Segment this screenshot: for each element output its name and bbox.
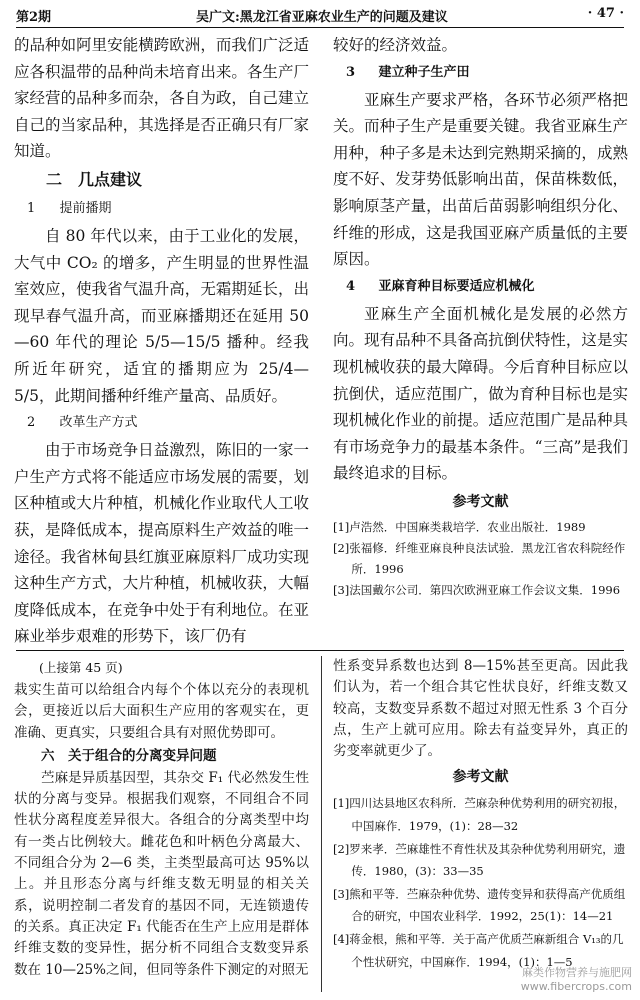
issue-number: 第2期 bbox=[16, 10, 52, 25]
running-title: 吴广文:黑龙江省亚麻农业生产的问题及建议 bbox=[196, 10, 448, 25]
bottom-left-column bbox=[14, 656, 309, 996]
reference-item: [3]熊和平等．苎麻杂种优势、遗传变异和获得高产优质组合的研究，中国农业科学．1992，25(1)：14—21 bbox=[333, 886, 626, 924]
references-heading: 参考文献 bbox=[452, 769, 509, 786]
reference-item: [2]罗来孝．苎麻雄性不育性状及其杂种优势利用研究，遗传．1980，(3)：33—35 bbox=[333, 841, 626, 879]
reference-item: [4]蒋金根，熊和平等．关于高产优质苎麻新组合 V₁₃的几个性状研究，中国麻作．1994，(1)：1—5 bbox=[333, 932, 624, 969]
subsection-title: 建立种子生产田 bbox=[378, 64, 470, 80]
continued-note: (上接第 45 页) bbox=[39, 660, 123, 675]
article-separator bbox=[16, 650, 624, 651]
subsection-heading bbox=[14, 195, 309, 223]
subsection-number: 3 bbox=[346, 64, 356, 80]
reference-item: [3]法国戴尔公司．第四次欧洲亚麻工作会议文集．1996 bbox=[333, 582, 621, 597]
paragraph: 亚麻生产全面机械化是发展的必然方向。现有品种不具备高抗倒伏特性，这是实现机械收获的最大障碍。今后育种目标应以抗倒伏，适应范围广，做为育种目标也是实现机械化作业的前提。适应范围广是品种具有市场竞争力的最基本条件。“三高”是我们最终追求的目标。 bbox=[333, 304, 628, 483]
subsection-number: 2 bbox=[27, 415, 36, 431]
top-left-column bbox=[14, 32, 309, 648]
watermark-line: 麻类作物营养与施肥网 bbox=[522, 966, 632, 979]
subsection-title: 改革生产方式 bbox=[59, 415, 138, 431]
paragraph: 性系变异系数也达到 8—15%甚至更高。因此我们认为，若一个组合其它性状良好，纤维支数又较高，支数变异系数不超过对照无性系 3 个百分点，生产上就可应用。除去有益变异外，真正的劣变率就更少了。 bbox=[333, 658, 628, 760]
paragraph: 由于市场竞争日益激烈，陈旧的一家一户生产方式将不能适应市场发展的需要，划区种植或大片种植，机械化作业取代人工收获，是降低成本，提高原料生产效益的唯一途径。我省林甸县红旗亚麻原料厂成功实现这种生产方式，大片种植，机械收获，大幅度降低成本，在竞争中处于有利地位。在亚麻业举步艰难的形势下，该厂仍有 bbox=[14, 441, 309, 646]
header-rule bbox=[16, 27, 624, 28]
bottom-right-column bbox=[333, 656, 628, 976]
subsection-heading bbox=[14, 409, 309, 437]
column-divider bbox=[321, 656, 322, 992]
reference-item: [2]张福修．纤维亚麻良种良法试验．黑龙江省农科院经作所．1996 bbox=[333, 540, 626, 576]
reference-list bbox=[333, 517, 628, 601]
paragraph: 较好的经济效益。 bbox=[333, 36, 458, 54]
paragraph: 亚麻生产要求严格，各环节必须严格把关。而种子生产是重要关键。我省亚麻生产用种，种子多是未达到完熟期采摘的，成熟度不好、发芽势低影响出苗，保苗株数低，影响原茎产量，出苗后苗弱影响组织分化、纤维的形成，这是我国亚麻产质量低的主要原因。 bbox=[333, 90, 628, 269]
subsection-heading bbox=[333, 59, 628, 87]
reference-item: [1]四川达县地区农科所．苎麻杂种优势利用的研究初报，中国麻作．1979，(1)：28—32 bbox=[333, 796, 626, 834]
subsection-heading bbox=[333, 273, 628, 301]
paragraph: 的品种如阿里安能横跨欧洲，而我们广泛适应各积温带的品种尚未培育出来。各生产厂家经营的品种多而杂，各自为政，自己建立自己的当家品种，其选择是否正确只有厂家知道。 bbox=[14, 36, 309, 161]
top-right-column bbox=[333, 32, 628, 644]
subsection-number: 1 bbox=[27, 200, 36, 216]
section-heading: 二 几点建议 bbox=[46, 169, 143, 189]
watermark-url: www.fibercrops.com bbox=[520, 980, 632, 993]
reference-item: [1]卢浩然．中国麻类栽培学．农业出版社．1989 bbox=[333, 519, 586, 534]
page-number: · 47 · bbox=[587, 6, 624, 21]
subsection-title: 亚麻育种目标要适应机械化 bbox=[378, 278, 535, 294]
paragraph: 自 80 年代以来，由于工业化的发展，大气中 CO₂ 的增多，产生明显的世界性温室效应，使我省气温升高，无霜期延长，出现早春气温升高，而亚麻播期还在延用 50—60 年代的理论 5/5—15/5 播种。经我所近年研究，适宜的播期应为 25/4—5/5，此期间播种纤维产量高、品质好。 bbox=[14, 226, 309, 405]
paragraph: 苎麻是异质基因型，其杂交 F₁ 代必然发生性状的分离与变异。根据我们观察，不同组合不同性状分离程度差异很大。各组合的分离类型中均有一类占比例较大。雌花色和叶柄色分离最大、不同组合分为 2—6 类，主类型最高可达 95%以上。并且形态分离与纤维支数无明显的相关关系，说明控制二者发育的基因不同，无连锁遗传的关系。真正决定 F₁ 代能否在生产上应用是群体纤维支数的变异性，据分析不同组合支数变异系数在 10—25%之间，但同等条件下测定的对照无 bbox=[14, 769, 309, 978]
reference-list bbox=[333, 792, 628, 976]
paragraph: 栽实生苗可以给组合内每个个体以充分的表现机会，更接近以后大面积生产应用的客观实在，更准确、更真实，只要组合具有对照优势即可。 bbox=[14, 682, 309, 741]
site-watermark bbox=[521, 966, 632, 994]
references-heading: 参考文献 bbox=[452, 493, 509, 510]
subsection-number: 4 bbox=[346, 278, 356, 294]
section-heading: 六 关于组合的分离变异问题 bbox=[41, 747, 217, 764]
subsection-title: 提前播期 bbox=[59, 200, 112, 216]
running-header bbox=[16, 4, 624, 24]
